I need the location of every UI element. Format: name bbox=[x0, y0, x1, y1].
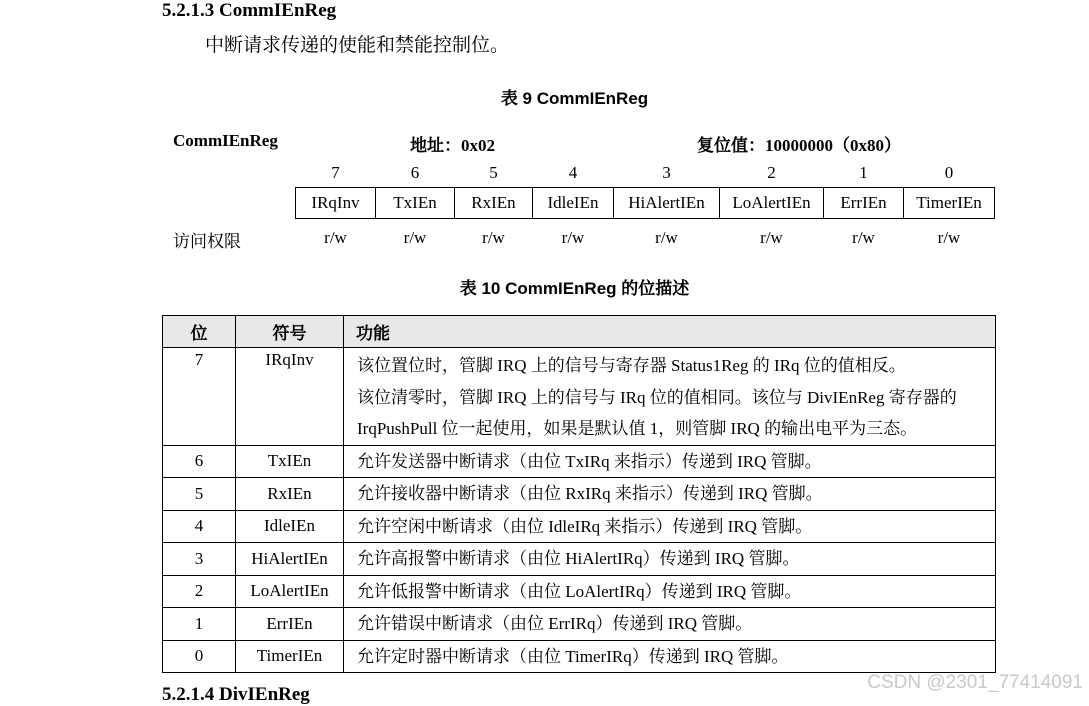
table10-caption: 表 10 CommIEnReg 的位描述 bbox=[459, 279, 690, 298]
bit-number: 5 bbox=[489, 163, 498, 182]
bit-field bbox=[823, 187, 904, 219]
table-row bbox=[163, 543, 996, 576]
table-row bbox=[163, 510, 996, 543]
row-function: 允许错误中断请求（由位 ErrIRq）传递到 IRQ 管脚。 bbox=[344, 608, 996, 641]
next-section-heading: 5.2.1.4 DivIEnReg bbox=[162, 684, 310, 705]
row-bit: 2 bbox=[163, 575, 236, 608]
bit-field bbox=[613, 187, 720, 219]
table-header-row bbox=[163, 316, 996, 348]
bit-field bbox=[903, 187, 995, 219]
row-function: 允许接收器中断请求（由位 RxIRq 来指示）传递到 IRQ 管脚。 bbox=[344, 478, 996, 511]
row-symbol: TxIEn bbox=[236, 445, 344, 478]
row-bit: 0 bbox=[163, 640, 236, 673]
table-row bbox=[163, 348, 996, 446]
row-function: 允许空闲中断请求（由位 IdleIRq 来指示）传递到 IRQ 管脚。 bbox=[344, 510, 996, 543]
access-label: 访问权限 bbox=[173, 232, 241, 251]
table-row bbox=[163, 608, 996, 641]
bit-field bbox=[454, 187, 533, 219]
row-symbol: LoAlertIEn bbox=[236, 575, 344, 608]
header-bit: 位 bbox=[163, 316, 236, 348]
bit-field-name: IRqInv bbox=[311, 193, 360, 212]
watermark: CSDN @2301_77414091 bbox=[867, 672, 1083, 693]
bit-field bbox=[719, 187, 824, 219]
bit-field-name: LoAlertIEn bbox=[732, 193, 811, 212]
row-bit: 4 bbox=[163, 510, 236, 543]
register-name: CommIEnReg bbox=[173, 131, 278, 150]
row-bit: 1 bbox=[163, 608, 236, 641]
section-intro: 中断请求传递的使能和禁能控制位。 bbox=[205, 35, 510, 56]
row-bit: 3 bbox=[163, 543, 236, 576]
bit-number: 3 bbox=[662, 163, 671, 182]
function-line: 该位清零时，管脚 IRQ 上的信号与 IRq 位的值相同。该位与 DivIEnReg 寄存器的 bbox=[357, 387, 957, 407]
bit-field-name: TxIEn bbox=[393, 193, 437, 212]
function-line: IrqPushPull 位一起使用，如果是默认值 1，则管脚 IRQ 的输出电平为三态。 bbox=[357, 419, 918, 438]
bit-field-name: TimerIEn bbox=[916, 193, 982, 212]
bit-field bbox=[375, 187, 455, 219]
bit-access: r/w bbox=[324, 228, 347, 247]
row-function: 允许发送器中断请求（由位 TxIRq 来指示）传递到 IRQ 管脚。 bbox=[344, 445, 996, 478]
row-bit: 7 bbox=[163, 348, 236, 446]
bit-number: 6 bbox=[410, 163, 420, 182]
bit-field-name: IdleIEn bbox=[547, 193, 599, 212]
header-function: 功能 bbox=[344, 316, 996, 348]
bit-description-table bbox=[162, 315, 996, 673]
table-row bbox=[163, 478, 996, 511]
row-symbol: TimerIEn bbox=[236, 640, 344, 673]
bit-field bbox=[295, 187, 376, 219]
table-row bbox=[163, 575, 996, 608]
bit-number: 4 bbox=[568, 163, 578, 182]
bit-access: r/w bbox=[482, 228, 505, 247]
register-address: 地址：0x02 bbox=[410, 136, 495, 155]
bit-number: 1 bbox=[859, 163, 868, 182]
bit-number: 2 bbox=[767, 163, 776, 182]
register-reset-value: 复位值：10000000（0x80） bbox=[697, 136, 901, 155]
row-function bbox=[344, 348, 996, 446]
section-heading: 5.2.1.3 CommIEnReg bbox=[162, 0, 337, 21]
row-bit: 5 bbox=[163, 478, 236, 511]
bit-access: r/w bbox=[655, 228, 678, 247]
row-symbol: IRqInv bbox=[236, 348, 344, 446]
table9-caption: 表 9 CommIEnReg bbox=[500, 89, 649, 108]
bit-access: r/w bbox=[760, 228, 783, 247]
row-function: 允许定时器中断请求（由位 TimerIRq）传递到 IRQ 管脚。 bbox=[344, 640, 996, 673]
bit-field-name: ErrIEn bbox=[840, 193, 887, 212]
bit-access: r/w bbox=[852, 228, 875, 247]
bit-number: 0 bbox=[944, 163, 954, 182]
row-symbol: ErrIEn bbox=[236, 608, 344, 641]
row-symbol: HiAlertIEn bbox=[236, 543, 344, 576]
row-function: 允许低报警中断请求（由位 LoAlertIRq）传递到 IRQ 管脚。 bbox=[344, 575, 996, 608]
row-function: 允许高报警中断请求（由位 HiAlertIRq）传递到 IRQ 管脚。 bbox=[344, 543, 996, 576]
header-symbol: 符号 bbox=[236, 316, 344, 348]
table-row bbox=[163, 445, 996, 478]
bit-access: r/w bbox=[937, 228, 961, 247]
bit-number: 7 bbox=[331, 163, 340, 182]
bit-access: r/w bbox=[561, 228, 585, 247]
bit-field-name: RxIEn bbox=[471, 193, 516, 212]
bit-field bbox=[532, 187, 614, 219]
table-row bbox=[163, 640, 996, 673]
row-symbol: RxIEn bbox=[236, 478, 344, 511]
bit-access: r/w bbox=[403, 228, 427, 247]
bit-field-name: HiAlertIEn bbox=[628, 193, 705, 212]
row-bit: 6 bbox=[163, 445, 236, 478]
function-line: 该位置位时，管脚 IRQ 上的信号与寄存器 Status1Reg 的 IRq 位的值相反。 bbox=[357, 356, 906, 375]
row-symbol: IdleIEn bbox=[236, 510, 344, 543]
